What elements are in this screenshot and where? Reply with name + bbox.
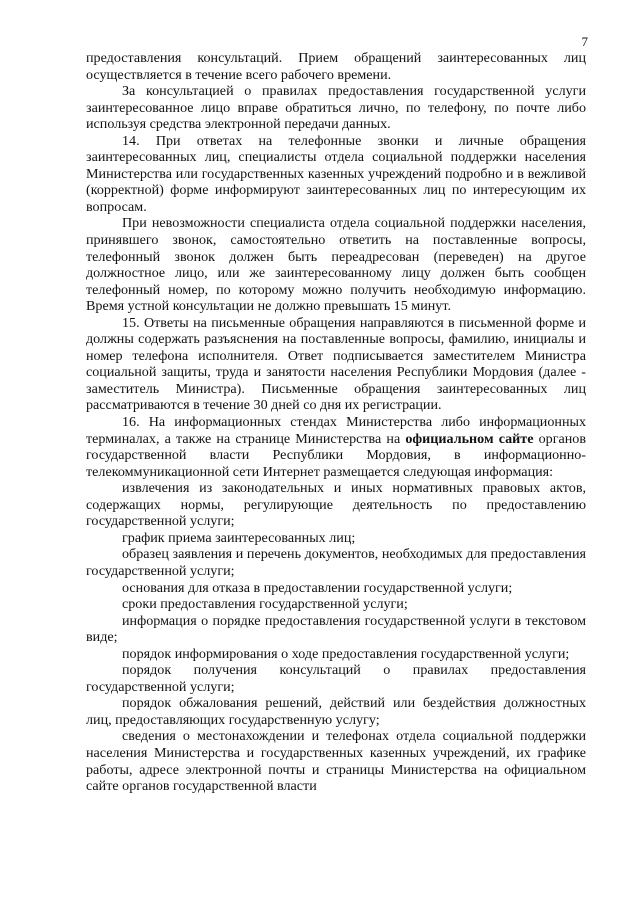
- paragraph-14-continued: При невозможности специалиста отдела социальной поддержки населения, принявшего звонок, самостоятельно ответить на поставленные вопросы, телефонный звонок должен быть переадресован (переведен) на другое должностное лицо, или же заинтересованному лицу должен быть сообщен телефонный номер, по которому можно получить необходимую информацию. Время устной консультации не должно превышать 15 минут.: [86, 215, 586, 315]
- list-item: график приема заинтересованных лиц;: [122, 529, 356, 546]
- list-item: информация о порядке предоставления государственной услуги в текстовом виде;: [86, 612, 586, 646]
- page-number: 7: [581, 34, 588, 49]
- list-item: сроки предоставления государственной услуги;: [122, 596, 408, 613]
- paragraph-15: 15. Ответы на письменные обращения направляются в письменной форме и должны содержать разъяснения на поставленные вопросы, фамилию, инициалы и номер телефона исполнителя. Ответ подписывается заместителем Министра социальной защиты, труда и занятости населения Республики Мордовия (далее - заместитель Министра). Письменные обращения заинтересованных лиц рассматриваются в течение 30 дней со дня их регистрации.: [86, 314, 586, 414]
- list-item: образец заявления и перечень документов, необходимых для предоставления государственной услуги;: [86, 546, 586, 579]
- list-item: порядок получения консультаций о правилах предоставления государственной услуги;: [86, 662, 586, 695]
- paragraph-16: [86, 414, 586, 480]
- list-item: порядок обжалования решений, действий или бездействия должностных лиц, предоставляющих государственную услугу;: [86, 695, 586, 728]
- paragraph-continuation: предоставления консультаций. Прием обращений заинтересованных лиц осуществляется в течение всего рабочего времени.: [86, 50, 586, 83]
- paragraph-16-bold: официальном сайте: [405, 430, 534, 447]
- paragraph-16-after: органов государственной власти Республики Мордовия, в информационно-телекоммуникационной сети Интернет размещается следующая информация:: [86, 430, 586, 480]
- list-item: извлечения из законодательных и иных нормативных правовых актов, содержащих нормы, регулирующие деятельность по предоставлению государственной услуги;: [86, 480, 586, 530]
- list-item: порядок информирования о ходе предоставления государственной услуги;: [122, 645, 570, 662]
- list-item: основания для отказа в предоставлении государственной услуги;: [122, 579, 513, 596]
- list-item: сведения о местонахождении и телефонах отдела социальной поддержки населения Министерства и государственных казенных учреждений, их графике работы, адресе электронной почты и страницы Министерства на официальном сайте органов государственной власти: [86, 728, 586, 795]
- paragraph-16-before: 16. На информационных стендах Министерства либо информационных терминалах, а также на странице Министерства на: [86, 414, 586, 447]
- paragraph-14: 14. При ответах на телефонные звонки и личные обращения заинтересованных лиц, специалисты отдела социальной поддержки населения Министерства или государственных казенных учреждений подробно и в вежливой (корректной) форме информируют заинтересованных лиц по интересующим их вопросам.: [86, 132, 586, 215]
- paragraph-consultation: За консультацией о правилах предоставления государственной услуги заинтересованное лицо вправе обратиться лично, по телефону, по почте либо используя средства электронной передачи данных.: [86, 83, 586, 133]
